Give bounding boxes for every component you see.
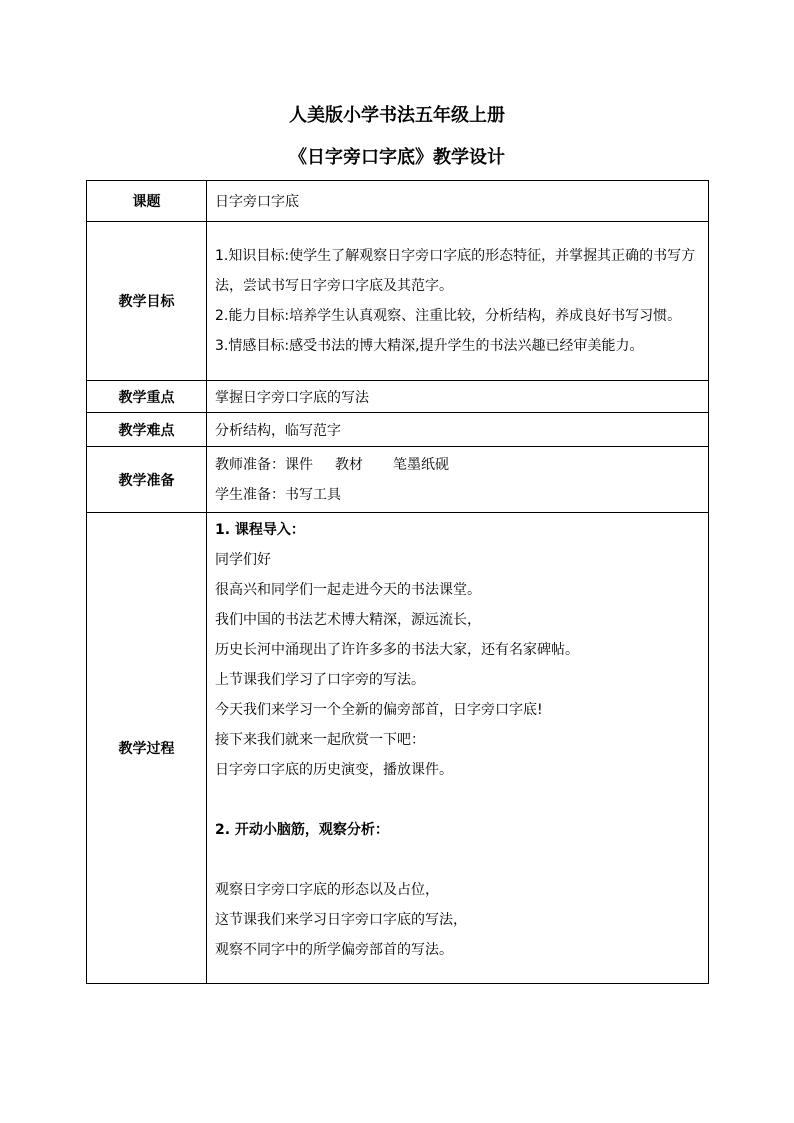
document-subtitle: 《日字旁口字底》教学设计 — [289, 147, 505, 168]
process-line: 上节课我们学习了口字旁的写法。 — [215, 672, 425, 688]
document-title: 人美版小学书法五年级上册 — [289, 105, 505, 126]
process-line: 日字旁口字底的历史演变，播放课件。 — [215, 762, 453, 778]
key-points-value: 掌握日字旁口字底的写法 — [207, 381, 709, 413]
difficulties-label: 教学难点 — [87, 413, 207, 447]
objective-item: 1.知识目标:使学生了解观察日字旁口字底的形态特征，并掌握其正确的书写方法，尝试书写日字旁口字底及其范字。 — [215, 248, 696, 294]
process-line: 同学们好 — [215, 552, 271, 568]
process-line: 很高兴和同学们一起走进今天的书法课堂。 — [215, 582, 481, 598]
teacher-preparation-prefix: 教师准备：课件 — [215, 456, 313, 473]
objective-item: 3.情感目标:感受书法的博大精深,提升学生的书法兴趣已经审美能力。 — [215, 338, 644, 354]
process-line: 观察日字旁口字底的形态以及占位， — [215, 882, 439, 898]
preparation-content — [207, 447, 709, 513]
process-line: 观察不同字中的所学偏旁部首的写法。 — [215, 942, 453, 958]
objectives-label: 教学目标 — [87, 222, 207, 381]
process-line: 这节课我们来学习日字旁口字底的写法， — [215, 912, 467, 928]
lesson-plan-table — [86, 180, 709, 984]
table-row-key-points — [87, 381, 709, 413]
spacer — [215, 785, 702, 815]
preparation-label: 教学准备 — [87, 447, 207, 513]
objectives-content — [207, 222, 709, 381]
table-row-process — [87, 513, 709, 984]
table-row-preparation — [87, 447, 709, 513]
teacher-preparation-item: 教材 — [335, 456, 363, 473]
objective-item: 2.能力目标:培养学生认真观察、注重比较，分析结构，养成良好书写习惯。 — [215, 308, 682, 324]
process-content — [207, 513, 709, 984]
key-points-label: 教学重点 — [87, 381, 207, 413]
topic-value: 日字旁口字底 — [207, 181, 709, 222]
process-label: 教学过程 — [87, 513, 207, 984]
process-line: 接下来我们就来一起欣赏一下吧： — [215, 732, 425, 748]
table-row-objectives — [87, 222, 709, 381]
process-line: 今天我们来学习一个全新的偏旁部首，日字旁口字底! — [215, 702, 543, 718]
table-row-difficulties — [87, 413, 709, 447]
section-heading: 1. 课程导入： — [215, 522, 305, 538]
process-line: 我们中国的书法艺术博大精深，源远流长， — [215, 612, 481, 628]
difficulties-value: 分析结构，临写范字 — [207, 413, 709, 447]
spacer — [215, 845, 702, 875]
process-line: 历史长河中涌现出了许许多多的书法大家，还有名家碑帖。 — [215, 642, 579, 658]
section-heading: 2. 开动小脑筋，观察分析： — [215, 822, 389, 838]
topic-label: 课题 — [87, 181, 207, 222]
student-preparation: 学生准备：书写工具 — [215, 486, 341, 503]
table-row-topic — [87, 181, 709, 222]
teacher-preparation — [215, 450, 702, 480]
teacher-preparation-item: 笔墨纸砚 — [393, 456, 449, 473]
